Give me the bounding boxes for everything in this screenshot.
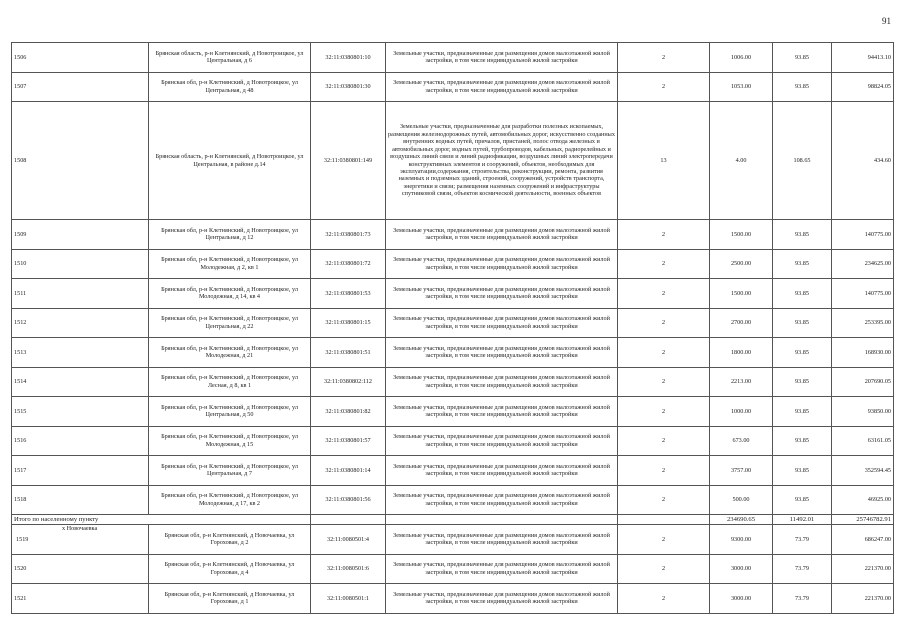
- rate-cell: 73.79: [773, 525, 832, 555]
- value-cell: 221370.00: [832, 584, 894, 614]
- group-code-cell: 2: [618, 397, 710, 427]
- row-number: 1510: [12, 249, 149, 279]
- value-cell: 686247.00: [832, 525, 894, 555]
- row-number: 1521: [12, 584, 149, 614]
- table-row: [12, 308, 894, 338]
- area-cell: 2700.00: [710, 308, 773, 338]
- value-cell: 221370.00: [832, 554, 894, 584]
- value-cell: 207690.05: [832, 367, 894, 397]
- land-use-cell: Земельные участки, предназначенные для размещения домов малоэтажной жилой застройки, в том числе индивидуальной жилой застройки: [386, 249, 618, 279]
- row-number: 1511: [12, 279, 149, 309]
- rate-cell: 93.85: [773, 338, 832, 368]
- land-use-cell: Земельные участки, предназначенные для размещения домов малоэтажной жилой застройки, в том числе индивидуальной жилой застройки: [386, 554, 618, 584]
- rate-cell: 73.79: [773, 584, 832, 614]
- cadastral-number-cell: 32:11:0380801:53: [311, 279, 386, 309]
- table-row: [12, 584, 894, 614]
- address-cell: Брянская обл, р-н Клетнянский, д Новотроицкое, ул Молодежная, д 21: [149, 338, 311, 368]
- group-code-cell: 2: [618, 72, 710, 102]
- table-row: [12, 525, 894, 555]
- rate-cell: 93.85: [773, 279, 832, 309]
- area-cell: 3757.00: [710, 456, 773, 486]
- group-code-cell: 2: [618, 279, 710, 309]
- address-cell: Брянская обл, р-н Клетнянский, д Новочаевка, ул Горохован, д 4: [149, 554, 311, 584]
- area-cell: 1800.00: [710, 338, 773, 368]
- value-cell: 63161.05: [832, 426, 894, 456]
- rate-cell: 73.79: [773, 554, 832, 584]
- row-number: 1515: [12, 397, 149, 427]
- group-code-cell: 2: [618, 308, 710, 338]
- cadastral-number-cell: 32:11:0380801:51: [311, 338, 386, 368]
- address-cell: Брянская обл, р-н Клетнянский, д Новотроицкое, ул Центральная, д 48: [149, 72, 311, 102]
- group-code-cell: 2: [618, 367, 710, 397]
- area-cell: 3000.00: [710, 554, 773, 584]
- row-number: 1520: [12, 554, 149, 584]
- rate-cell: 93.85: [773, 249, 832, 279]
- land-use-cell: Земельные участки, предназначенные для разработки полезных ископаемых, размещения железнодорожных путей, автомобильных дорог, искусственно созданных внутренних водных путей, причалов, пристаней, полос отвода железных и автомобильных дорог, водных путей, трубопроводов, кабельных, радиорелейных и воздушных линий связи и линий радиофикации, воздушных линий электропередачи конструктивных элементов и сооружений, объектов, необходимых для эксплуатации,содержания, строительства, реконструкции, ремонта, развития наземных и подземных зданий, строений, сооружений, устройств транспорта, энергетики и связи; размещения наземных сооружений и инфраструктуры спутниковой связи, объектов космической деятельности, военных объектов: [386, 102, 618, 220]
- cadastral-number-cell: 32:11:0380801:73: [311, 220, 386, 250]
- settlement-label: х Новочаевка: [62, 525, 98, 532]
- group-code-cell: 2: [618, 43, 710, 73]
- cadastral-number-cell: 32:11:0080501:4: [311, 525, 386, 555]
- row-number: 1517: [12, 456, 149, 486]
- address-cell: Брянская обл, р-н Клетнянский, д Новочаевка, ул Горохован, д 1: [149, 584, 311, 614]
- value-cell: 168930.00: [832, 338, 894, 368]
- total-area: 234690.65: [710, 515, 773, 525]
- address-cell: Брянская обл, р-н Клетнянский, д Новотроицкое, ул Центральная, д 7: [149, 456, 311, 486]
- value-cell: 94413.10: [832, 43, 894, 73]
- rate-cell: 108.65: [773, 102, 832, 220]
- land-use-cell: Земельные участки, предназначенные для размещения домов малоэтажной жилой застройки, в том числе индивидуальной жилой застройки: [386, 308, 618, 338]
- table-row: [12, 72, 894, 102]
- address-cell: Брянская обл, р-н Клетнянский, д Новотроицкое, ул Центральная, д 50: [149, 397, 311, 427]
- group-code-cell: 2: [618, 554, 710, 584]
- cadastral-number-cell: 32:11:0380802:112: [311, 367, 386, 397]
- group-code-cell: 2: [618, 426, 710, 456]
- table-row: [12, 338, 894, 368]
- address-cell: Брянская обл, р-н Клетнянский, д Новочаевка, ул Горохован, д 2: [149, 525, 311, 555]
- rate-cell: 93.85: [773, 426, 832, 456]
- area-cell: 500.00: [710, 485, 773, 515]
- group-code-cell: 2: [618, 220, 710, 250]
- area-cell: 1000.00: [710, 397, 773, 427]
- cadastral-number-cell: 32:11:0380801:82: [311, 397, 386, 427]
- group-code-cell: 2: [618, 525, 710, 555]
- land-use-cell: Земельные участки, предназначенные для размещения домов малоэтажной жилой застройки, в том числе индивидуальной жилой застройки: [386, 456, 618, 486]
- address-cell: Брянская обл, р-н Клетнянский, д Новотроицкое, ул Молодежная, д 15: [149, 426, 311, 456]
- table-row: [12, 456, 894, 486]
- table-row: [12, 367, 894, 397]
- row-number: 1508: [12, 102, 149, 220]
- cadastral-number-cell: 32:11:0080501:6: [311, 554, 386, 584]
- value-cell: 352594.45: [832, 456, 894, 486]
- row-number: 1514: [12, 367, 149, 397]
- address-cell: Брянская обл, р-н Клетнянский, д Новотроицкое, ул Центральная, д 22: [149, 308, 311, 338]
- row-number: 1518: [12, 485, 149, 515]
- table-row: [12, 426, 894, 456]
- row-number: 1512: [12, 308, 149, 338]
- address-cell: Брянская обл, р-н Клетнянский, д Новотроицкое, ул Молодежная, д 2, кв 1: [149, 249, 311, 279]
- address-cell: Брянская область, р-н Клетнянский, д Новотроицкое, ул Центральная, д 6: [149, 43, 311, 73]
- cadastral-number-cell: 32:11:0380801:14: [311, 456, 386, 486]
- table-row: [12, 279, 894, 309]
- rate-cell: 93.85: [773, 308, 832, 338]
- group-code-cell: 2: [618, 485, 710, 515]
- total-value: 25746782.91: [832, 515, 894, 525]
- land-use-cell: Земельные участки, предназначенные для размещения домов малоэтажной жилой застройки, в том числе индивидуальной жилой застройки: [386, 525, 618, 555]
- rate-cell: 93.85: [773, 220, 832, 250]
- area-cell: 2500.00: [710, 249, 773, 279]
- area-cell: 3000.00: [710, 584, 773, 614]
- value-cell: 93850.00: [832, 397, 894, 427]
- address-cell: Брянская обл, р-н Клетнянский, д Новотроицкое, ул Молодежная, д 14, кв 4: [149, 279, 311, 309]
- area-cell: 2213.00: [710, 367, 773, 397]
- cadastral-number-cell: 32:11:0080501:1: [311, 584, 386, 614]
- value-cell: 98824.05: [832, 72, 894, 102]
- area-cell: 673.00: [710, 426, 773, 456]
- value-cell: 253395.00: [832, 308, 894, 338]
- area-cell: 1053.00: [710, 72, 773, 102]
- table-row: [12, 102, 894, 220]
- row-number: 1513: [12, 338, 149, 368]
- land-use-cell: Земельные участки, предназначенные для размещения домов малоэтажной жилой застройки, в том числе индивидуальной жилой застройки: [386, 43, 618, 73]
- row-number: 1506: [12, 43, 149, 73]
- land-use-cell: Земельные участки, предназначенные для размещения домов малоэтажной жилой застройки, в том числе индивидуальной жилой застройки: [386, 584, 618, 614]
- row-number: 1516: [12, 426, 149, 456]
- row-number: [12, 525, 149, 555]
- address-cell: Брянская обл, р-н Клетнянский, д Новотроицкое, ул Молодежная, д 17, кв 2: [149, 485, 311, 515]
- land-use-cell: Земельные участки, предназначенные для размещения домов малоэтажной жилой застройки, в том числе индивидуальной жилой застройки: [386, 426, 618, 456]
- group-code-cell: 2: [618, 249, 710, 279]
- address-cell: Брянская область, р-н Клетнянский, д Новотроицкое, ул Центральная, в районе д.14: [149, 102, 311, 220]
- area-cell: 1500.00: [710, 220, 773, 250]
- land-use-cell: Земельные участки, предназначенные для размещения домов малоэтажной жилой застройки, в том числе индивидуальной жилой застройки: [386, 367, 618, 397]
- cadastral-number-cell: 32:11:0380801:30: [311, 72, 386, 102]
- rate-cell: 93.85: [773, 367, 832, 397]
- value-cell: 234625.00: [832, 249, 894, 279]
- rate-cell: 93.85: [773, 485, 832, 515]
- land-use-cell: Земельные участки, предназначенные для размещения домов малоэтажной жилой застройки, в том числе индивидуальной жилой застройки: [386, 485, 618, 515]
- cadastral-number-cell: 32:11:0380801:10: [311, 43, 386, 73]
- value-cell: 140775.00: [832, 220, 894, 250]
- value-cell: 140775.00: [832, 279, 894, 309]
- rate-cell: 93.85: [773, 43, 832, 73]
- land-use-cell: Земельные участки, предназначенные для размещения домов малоэтажной жилой застройки, в том числе индивидуальной жилой застройки: [386, 279, 618, 309]
- cadastral-number-cell: 32:11:0380801:72: [311, 249, 386, 279]
- land-use-cell: Земельные участки, предназначенные для размещения домов малоэтажной жилой застройки, в том числе индивидуальной жилой застройки: [386, 338, 618, 368]
- cadastral-number-cell: 32:11:0380801:149: [311, 102, 386, 220]
- row-number-text: 1519: [16, 536, 29, 543]
- address-cell: Брянская обл, р-н Клетнянский, д Новотроицкое, ул Лесная, д 8, кв 1: [149, 367, 311, 397]
- table-row: [12, 554, 894, 584]
- settlement-total-row: [12, 515, 894, 525]
- value-cell: 434.60: [832, 102, 894, 220]
- group-code-cell: 2: [618, 584, 710, 614]
- cadastral-number-cell: 32:11:0380801:57: [311, 426, 386, 456]
- row-number: 1507: [12, 72, 149, 102]
- area-cell: 4.00: [710, 102, 773, 220]
- area-cell: 1500.00: [710, 279, 773, 309]
- group-code-cell: 2: [618, 338, 710, 368]
- page-number: 91: [882, 16, 891, 26]
- rate-cell: 93.85: [773, 456, 832, 486]
- area-cell: 9300.00: [710, 525, 773, 555]
- group-code-cell: 13: [618, 102, 710, 220]
- land-use-cell: Земельные участки, предназначенные для размещения домов малоэтажной жилой застройки, в том числе индивидуальной жилой застройки: [386, 220, 618, 250]
- table-row: [12, 397, 894, 427]
- table-row: [12, 220, 894, 250]
- table-row: [12, 485, 894, 515]
- land-use-cell: Земельные участки, предназначенные для размещения домов малоэтажной жилой застройки, в том числе индивидуальной жилой застройки: [386, 72, 618, 102]
- value-cell: 46925.00: [832, 485, 894, 515]
- group-code-cell: 2: [618, 456, 710, 486]
- table-row: [12, 249, 894, 279]
- table-row: [12, 43, 894, 73]
- land-use-cell: Земельные участки, предназначенные для размещения домов малоэтажной жилой застройки, в том числе индивидуальной жилой застройки: [386, 397, 618, 427]
- total-rate: 11492.01: [773, 515, 832, 525]
- row-number: 1509: [12, 220, 149, 250]
- land-registry-table: [11, 42, 894, 614]
- address-cell: Брянская обл, р-н Клетнянский, д Новотроицкое, ул Центральная, д 12: [149, 220, 311, 250]
- rate-cell: 93.85: [773, 397, 832, 427]
- rate-cell: 93.85: [773, 72, 832, 102]
- area-cell: 1006.00: [710, 43, 773, 73]
- cadastral-number-cell: 32:11:0380801:56: [311, 485, 386, 515]
- total-label: Итого по населенному пункту: [12, 515, 311, 525]
- cadastral-number-cell: 32:11:0380801:15: [311, 308, 386, 338]
